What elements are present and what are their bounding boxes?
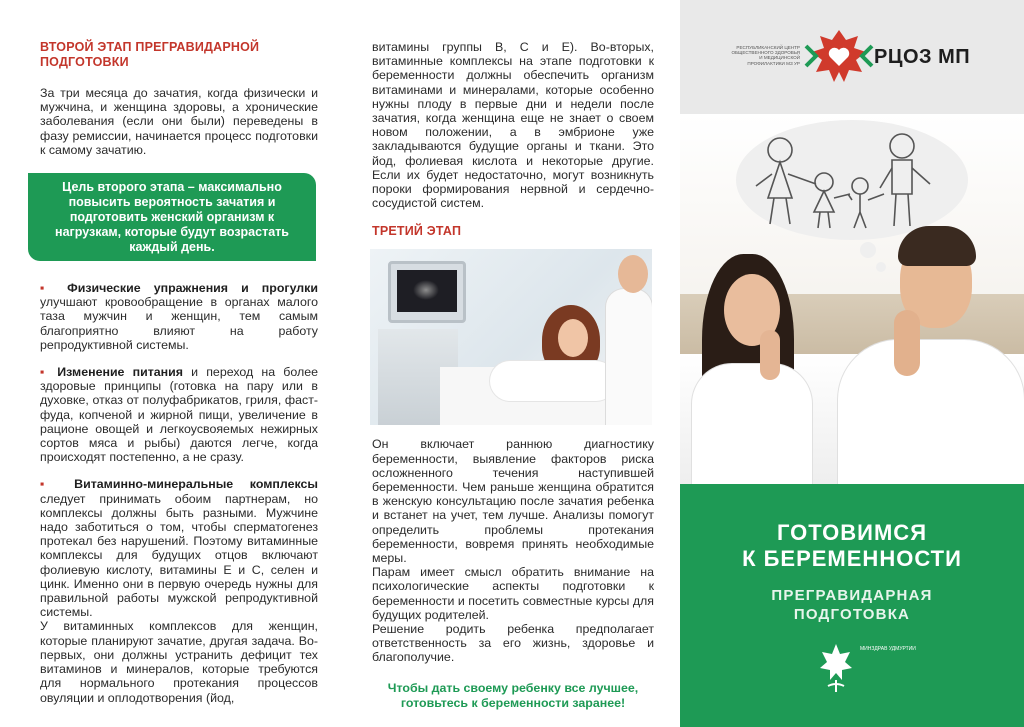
closing-slogan: Чтобы дать своему ребенку все лучшее, готовьтесь к беременности заранее! bbox=[387, 680, 639, 710]
title-line-1: ГОТОВИМСЯ bbox=[776, 520, 928, 545]
goal-text: Цель второго этапа – максимально повысить вероятность зачатия и подготовить женский организм к нагрузкам, которые будут возрастать каждый день. bbox=[55, 179, 289, 254]
couple-photo bbox=[680, 114, 1024, 484]
bullet-text: следует принимать обоим партнерам, но комплексы должны быть разными. Мужчине надо заботиться о том, чтобы сперматогенез протекал без нарушений. Поэтому витаминные комплексы для будущих отцов включают фолиевую кислоту, витамины Е и С, селен и цинк. Именно они в первую очередь нужны для правильной работы мужской репродуктивной системы. bbox=[40, 491, 318, 620]
logo-caption: РЕСПУБЛИКАНСКИЙ ЦЕНТР ОБЩЕСТВЕННОГО ЗДОРОВЬЯ И МЕДИЦИНСКОЙ ПРОФИЛАКТИКИ МЗ УР bbox=[731, 45, 800, 66]
bullet-marker: ▪ bbox=[40, 281, 68, 296]
left-column bbox=[0, 0, 342, 727]
bullet-exercise bbox=[40, 281, 318, 352]
bullet-text: улучшают кровообращение в органах малого таза мужчин и женщин, тем самым благоприятно влияют на работу репродуктивной системы. bbox=[40, 295, 318, 352]
women-vitamins-paragraph: У витаминных комплексов для женщин, которые планируют зачатие, другая задача. Во-первых, они должны устранить дефицит тех витаминов и минералов, которые требуются для нормального протекания процессов овуляции и оплодотворения (йод, bbox=[40, 619, 318, 705]
cover-column bbox=[680, 0, 1024, 727]
ministry-logo-icon bbox=[814, 636, 894, 696]
logo-text: РЦОЗ МП bbox=[874, 46, 971, 68]
continuation-paragraph: витамины группы В, С и Е). Во-вторых, витаминные комплексы на этапе подготовки к беременности должны обеспечить организм витаминами и минералами, которые особенно нужны плоду в первые дни и недели после зачатия, когда женщина еще не знает о своем новом положении, а в эмбрионе уже закладываются будущие органы и ткани. Это йод, фолиевая кислота и некоторые другие. Если их будет недостаточно, могут возникнуть пороки формирования нервной и сердечно-сосудистой систем. bbox=[372, 40, 654, 211]
cover-title-panel bbox=[680, 484, 1024, 727]
ultrasound-photo bbox=[370, 249, 652, 425]
third-stage-paragraph-3: Решение родить ребенка предполагает ответственность за его жизнь, здоровье и благополучие. bbox=[372, 622, 654, 665]
ministry-logo-text: МИНЗДРАВ УДМУРТИИ bbox=[860, 646, 916, 652]
family-drawing-icon bbox=[752, 124, 952, 234]
middle-column bbox=[342, 0, 680, 727]
bullet-marker: ▪ bbox=[40, 365, 58, 380]
title-line-2: К БЕРЕМЕННОСТИ bbox=[742, 546, 962, 571]
subtitle-line-1: ПРЕГРАВИДАРНАЯ bbox=[771, 587, 933, 604]
bullet-title: Изменение питания bbox=[57, 365, 183, 380]
logo-band bbox=[680, 0, 1024, 114]
bullet-title: Витаминно-минеральные комплексы bbox=[74, 477, 318, 492]
cover-subtitle bbox=[680, 586, 1024, 624]
bullet-nutrition bbox=[40, 365, 318, 464]
third-stage-paragraph-2: Парам имеет смысл обратить внимание на психологические аспекты подготовки к беременности и посетить совместные курсы для будущих родителей. bbox=[372, 565, 654, 622]
cover-title bbox=[680, 520, 1024, 572]
heart-star-logo-icon bbox=[804, 28, 874, 84]
bullet-title: Физические упражнения и прогулки bbox=[67, 281, 318, 296]
second-stage-heading: ВТОРОЙ ЭТАП ПРЕГРАВИДАРНОЙ ПОДГОТОВКИ bbox=[40, 40, 260, 69]
goal-box bbox=[28, 173, 316, 261]
bullet-vitamins bbox=[40, 477, 318, 619]
third-stage-heading: ТРЕТИЙ ЭТАП bbox=[372, 224, 462, 239]
bullet-text: и переход на более здоровые принципы (готовка на пару или в духовке, отказ от полуфабрикатов, гриля, фаст-фуда, копченой и жирной пищи, увеличение в рационе овощей и легкоусвояемых нежирных сортов мяса и рыбы) даются легче, когда происходят постепенно, а не сразу. bbox=[40, 365, 319, 465]
subtitle-line-2: ПОДГОТОВКА bbox=[793, 606, 911, 623]
ultrasound-monitor bbox=[388, 261, 466, 323]
third-stage-paragraph-1: Он включает раннюю диагностику беременности, выявление факторов риска осложненного течения наступившей беременности. Чем раньше женщина обратится в женскую консультацию после зачатия ребенка и встанет на учет, тем лучше. Анализы помогут определить проблемы протекания беременности, вовремя принять необходимые меры. bbox=[372, 437, 654, 566]
intro-paragraph: За три месяца до зачатия, когда физически и мужчина, и женщина здоровы, а хронические заболевания (если они были) переведены в фазу ремиссии, начинается процесс подготовки к самому зачатию. bbox=[40, 86, 318, 157]
bullet-marker: ▪ bbox=[40, 477, 75, 492]
